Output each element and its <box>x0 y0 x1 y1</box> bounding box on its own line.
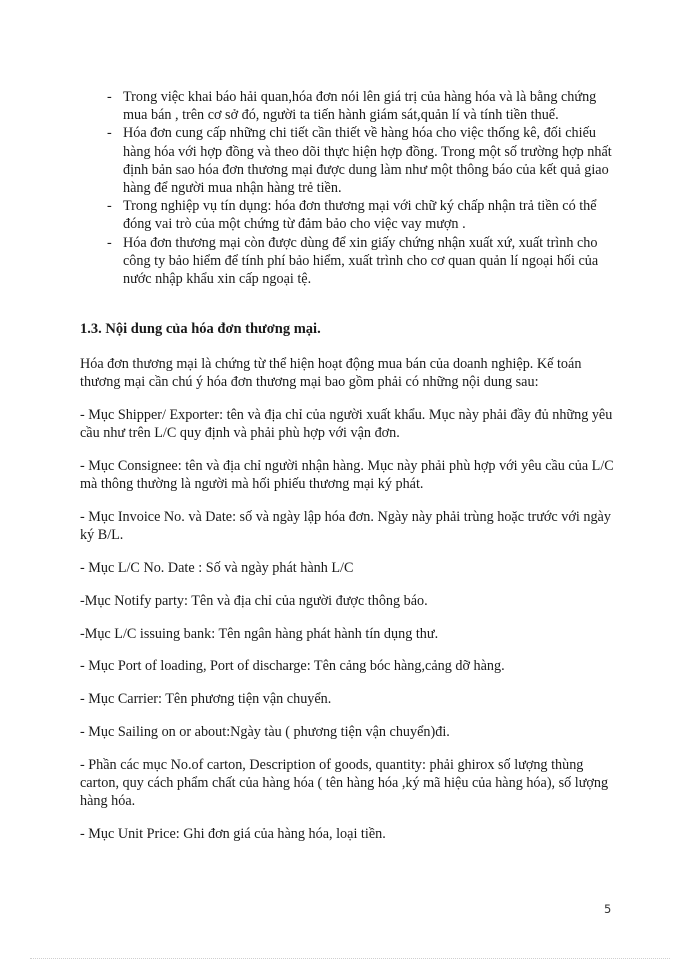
intro-paragraph: Hóa đơn thương mại là chứng từ thể hiện hoạt động mua bán của doanh nghiệp. Kế toán thương mại cần chú ý hóa đơn thương mại bao gồm phải có những nội dung sau: <box>80 356 582 391</box>
item-consignee: - Mục Consignee: tên và địa chỉ người nhận hàng. Mục này phải phù hợp với yêu cầu của L/C mà thông thường là người mà hối phiếu thương mại ký phát. <box>80 458 614 493</box>
page-bottom-rule <box>30 958 670 959</box>
bullet-item <box>80 88 620 124</box>
section-heading: 1.3. Nội dung của hóa đơn thương mại. <box>80 321 321 337</box>
item-shipper-exporter: - Mục Shipper/ Exporter: tên và địa chỉ của người xuất khẩu. Mục này phải đầy đủ những yêu cầu như trên L/C quy định và phải phù hợp với vận đơn. <box>80 407 613 442</box>
item-carton-description: - Phần các mục No.of carton, Description of goods, quantity: phải ghirox số lượng thùng carton, quy cách phẩm chất của hàng hóa ( tên hàng hóa ,ký mã hiệu của hàng hóa), số lượng hàng hóa. <box>80 756 609 810</box>
bullet-marker: - <box>107 198 112 215</box>
item-invoice-no-date: - Mục Invoice No. và Date: số và ngày lập hóa đơn. Ngày này phải trùng hoặc trước với ngày ký B/L. <box>80 509 611 544</box>
bullet-marker: - <box>107 234 112 251</box>
item-sailing-on: - Mục Sailing on or about:Ngày tàu ( phương tiện vận chuyển)đi. <box>80 723 450 740</box>
bullet-item <box>80 124 620 197</box>
item-carrier: - Mục Carrier: Tên phương tiện vận chuyển. <box>80 691 332 708</box>
bullet-text: Hóa đơn cung cấp những chi tiết cần thiết về hàng hóa cho việc thống kê, đối chiếu hàng hóa với hợp đồng và theo dõi thực hiện hợp đồng. Trong một số trường hợp nhất định bản sao hóa đơn thương mại được dung làm như một thông báo của kết quả giao hàng để người mua nhận hàng trẻ tiền. <box>123 125 612 197</box>
section-body <box>80 355 620 858</box>
item-lc-issuing-bank: -Mục L/C issuing bank: Tên ngân hàng phát hành tín dụng thư. <box>80 625 439 642</box>
bullet-text: Hóa đơn thương mại còn được dùng để xin giấy chứng nhận xuất xứ, xuất trình cho công ty bảo hiểm để tính phí bảo hiểm, xuất trình cho cơ quan quản lí ngoại hối của nước nhập khẩu xin cấp ngoại tệ. <box>123 234 599 288</box>
item-unit-price: - Mục Unit Price: Ghi đơn giá của hàng hóa, loại tiền. <box>80 825 386 842</box>
bullet-marker: - <box>107 125 112 142</box>
page-number: 5 <box>604 902 612 916</box>
bullet-item <box>80 197 620 233</box>
bullet-text: Trong nghiệp vụ tín dụng: hóa đơn thương mại với chữ ký chấp nhận trả tiền có thể đóng vai trò của một chứng từ đảm bảo cho việc vay mượn . <box>123 198 597 233</box>
item-lc-no-date: - Mục L/C No. Date : Số và ngày phát hành L/C <box>80 560 354 576</box>
bullet-text: Trong việc khai báo hải quan,hóa đơn nói lên giá trị của hàng hóa và là bằng chứng mua bán , trên cơ sở đó, người ta tiến hành giám sát,quản lí và tính tiền thuế. <box>123 89 597 124</box>
bullet-marker: - <box>107 89 112 105</box>
role-bullet-list <box>80 88 620 288</box>
bullet-item <box>80 234 620 289</box>
item-notify-party: -Mục Notify party: Tên và địa chỉ của người được thông báo. <box>80 592 428 609</box>
item-port-of-loading: - Mục Port of loading, Port of discharge: Tên cảng bóc hàng,cảng dỡ hàng. <box>80 658 505 675</box>
